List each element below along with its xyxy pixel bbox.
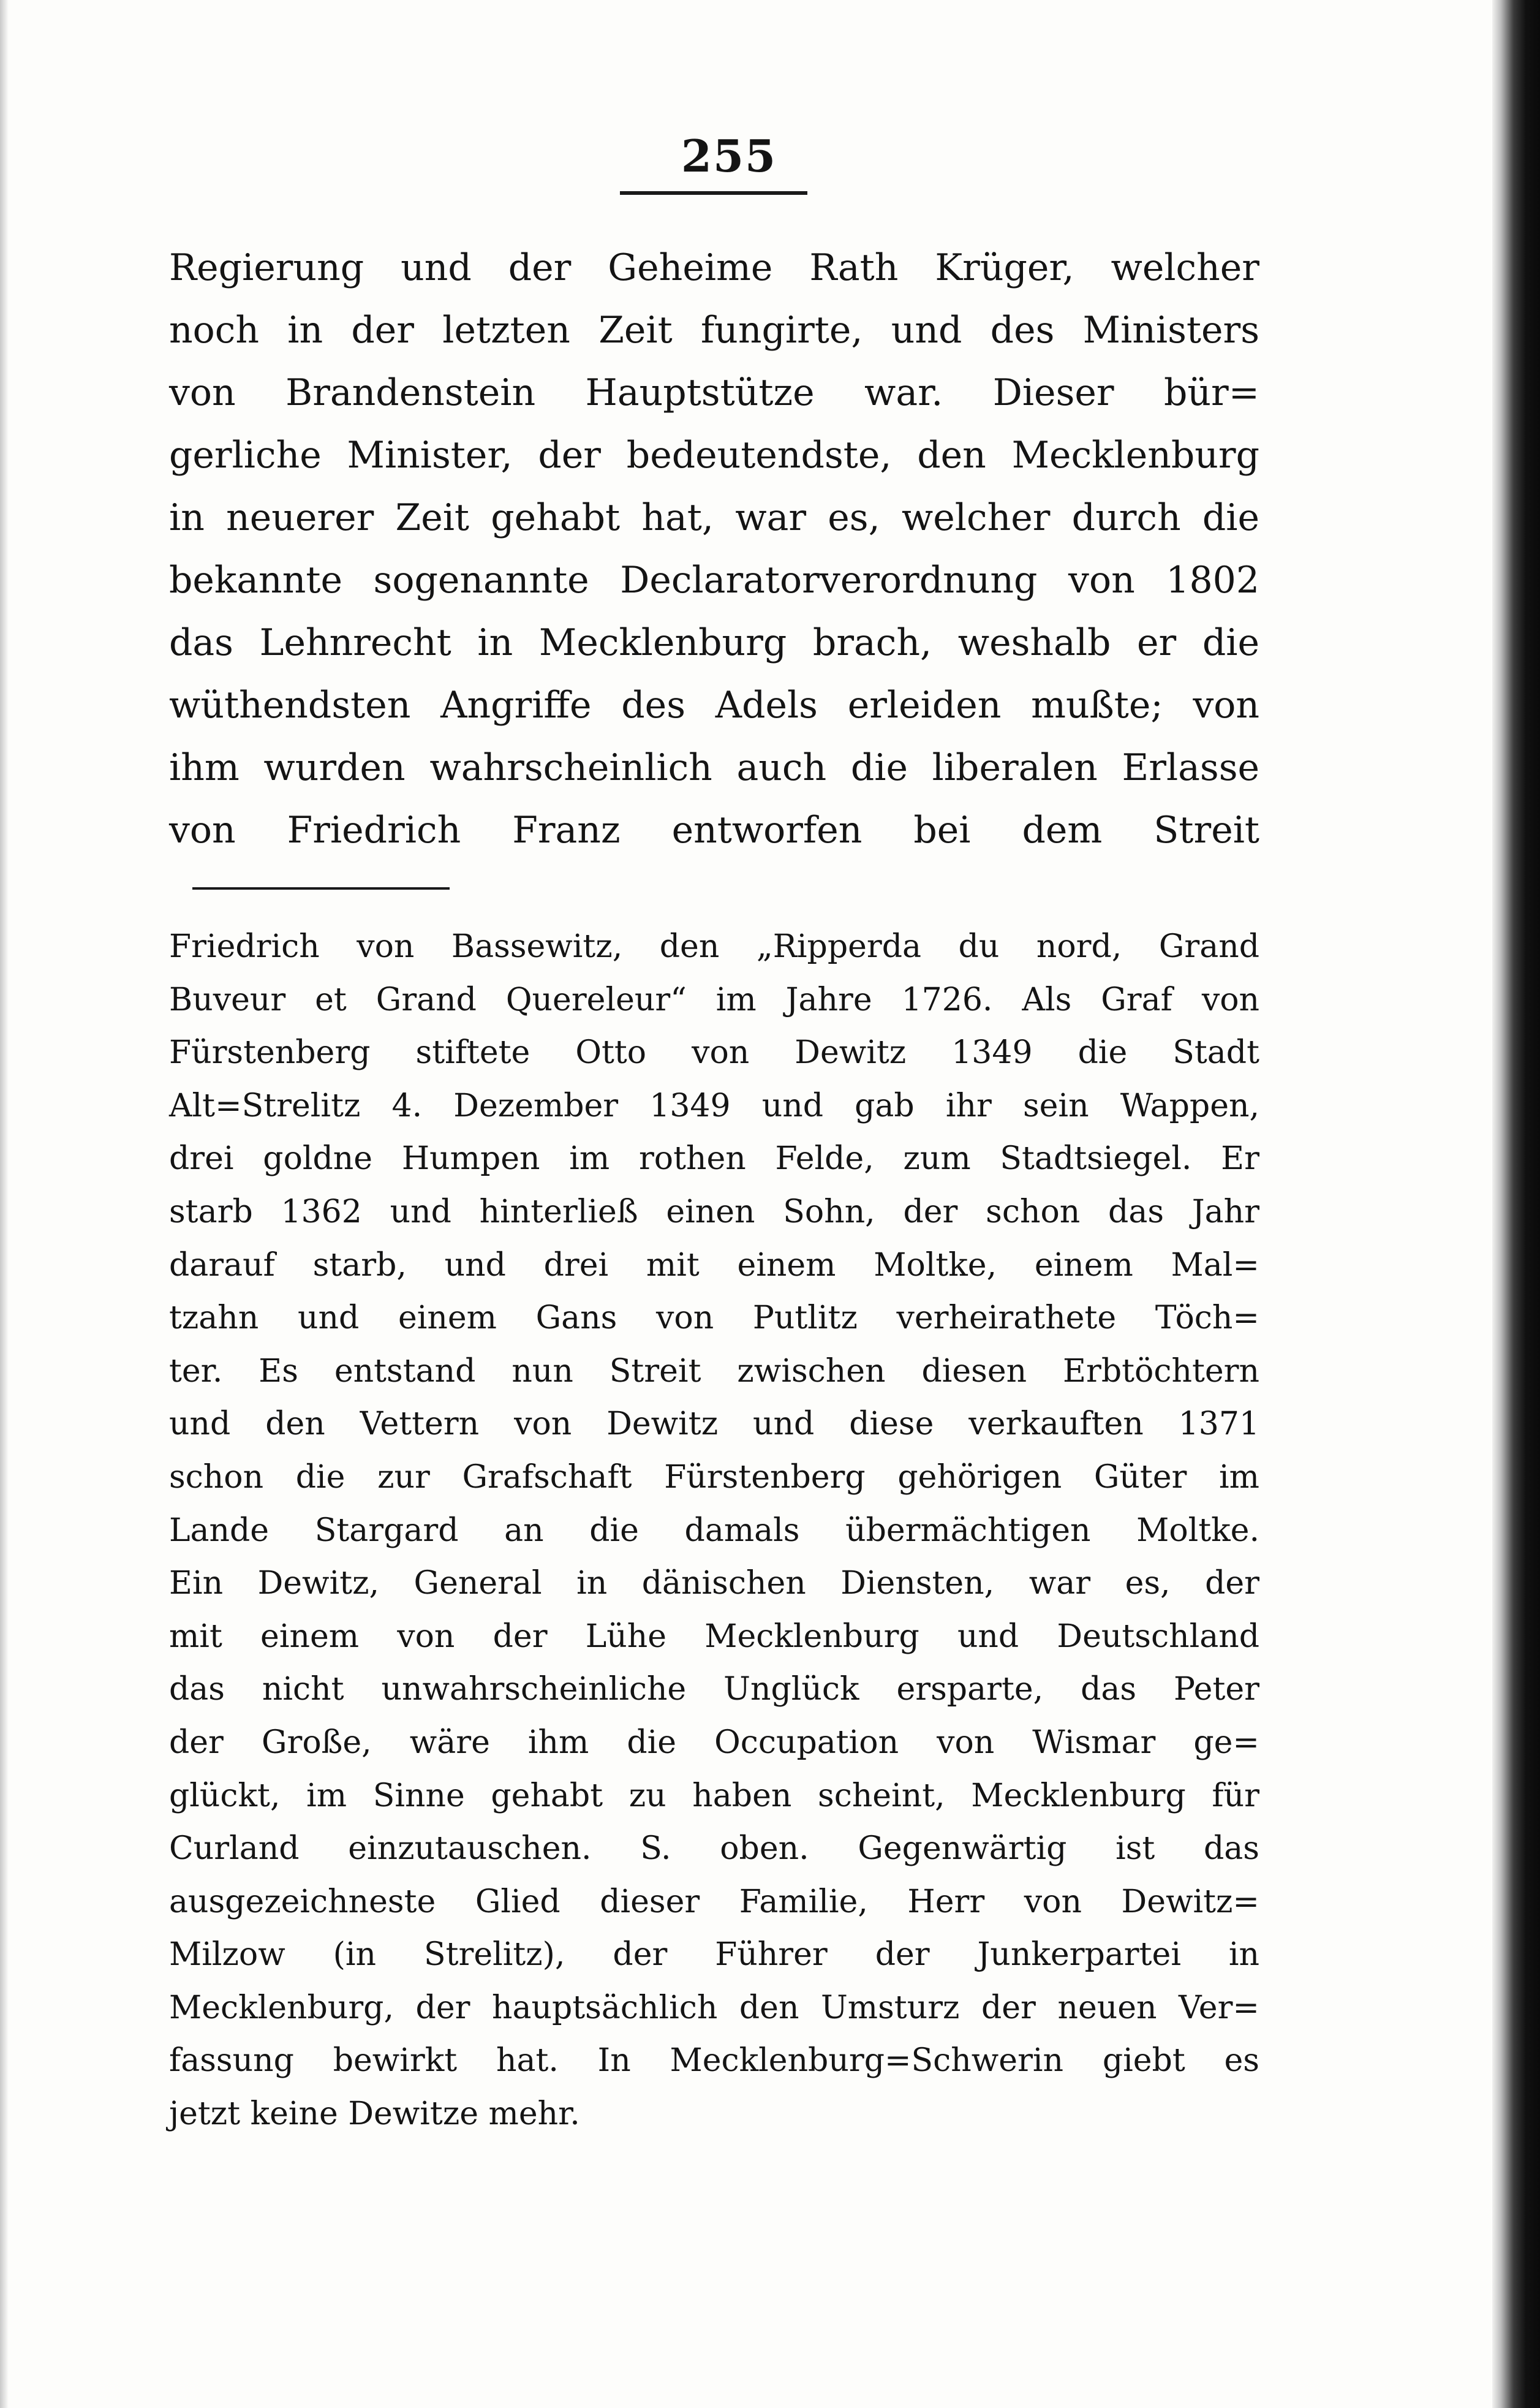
footnote-line: schon die zur Grafschaft Fürstenberg gehörigen Güter im (169, 1458, 1259, 1496)
footnote-line: Buveur et Grand Quereleur“ im Jahre 1726. Als Graf von (169, 981, 1259, 1018)
footnote-line: Friedrich von Bassewitz, den „Ripperda du nord, Grand (169, 928, 1259, 965)
footnote-line: und den Vettern von Dewitz und diese verkauften 1371 (169, 1406, 1259, 1443)
footnote-line: das nicht unwahrscheinliche Unglück ersparte, das Peter (169, 1671, 1259, 1708)
footnote-line: Fürstenberg stiftete Otto von Dewitz 1349 die Stadt (169, 1034, 1259, 1072)
main-text-line: Regierung und der Geheime Rath Krüger, welcher (169, 246, 1259, 289)
main-text-line: noch in der letzten Zeit fungirte, und des Ministers (169, 309, 1259, 352)
footnote-line: Ein Dewitz, General in dänischen Diensten, war es, der (169, 1565, 1259, 1602)
footnote-line: Mecklenburg, der hauptsächlich den Umsturz der neuen Ver= (169, 1989, 1259, 2026)
page-number-rule (620, 191, 807, 195)
footnote-line: glückt, im Sinne gehabt zu haben scheint, Mecklenburg für (169, 1777, 1259, 1814)
footnote-line: fassung bewirkt hat. In Mecklenburg=Schwerin giebt es (169, 2042, 1259, 2080)
footnote (169, 920, 1259, 2141)
main-text-line: von Brandenstein Hauptstütze war. Dieser bür= (169, 371, 1259, 414)
main-text (169, 237, 1259, 861)
footnote-line: jetzt keine Dewitze mehr. (169, 2096, 580, 2133)
footnote-line: der Große, wäre ihm die Occupation von Wismar ge= (169, 1724, 1259, 1761)
footnote-line: tzahn und einem Gans von Putlitz verheirathete Töch= (169, 1300, 1259, 1337)
footnote-line: ausgezeichneste Glied dieser Familie, Herr von Dewitz= (169, 1883, 1259, 1920)
main-text-line: wüthendsten Angriffe des Adels erleiden mußte; von (169, 684, 1259, 727)
main-text-line: in neuerer Zeit gehabt hat, war es, welcher durch die (169, 496, 1259, 539)
main-text-line: bekannte sogenannte Declaratorverordnung von 1802 (169, 559, 1259, 602)
footnote-line: Curland einzutauschen. S. oben. Gegenwärtig ist das (169, 1830, 1259, 1868)
binding-edge (1492, 0, 1540, 2408)
main-text-line: das Lehnrecht in Mecklenburg brach, weshalb er die (169, 621, 1259, 664)
footnote-separator (192, 887, 450, 890)
footnote-line: Lande Stargard an die damals übermächtigen Moltke. (169, 1512, 1259, 1549)
page-shadow-left (0, 0, 9, 2408)
footnote-line: mit einem von der Lühe Mecklenburg und Deutschland (169, 1618, 1259, 1655)
main-text-line: gerliche Minister, der bedeutendste, den Mecklenburg (169, 434, 1259, 477)
page-number: 255 (681, 130, 777, 182)
footnote-line: Alt=Strelitz 4. Dezember 1349 und gab ihr sein Wappen, (169, 1087, 1259, 1124)
footnote-line: ter. Es entstand nun Streit zwischen diesen Erbtöchtern (169, 1352, 1259, 1390)
main-text-line: von Friedrich Franz entworfen bei dem Streit (169, 809, 1259, 852)
main-text-line: ihm wurden wahrscheinlich auch die liberalen Erlasse (169, 746, 1259, 789)
footnote-line: Milzow (in Strelitz), der Führer der Junkerpartei in (169, 1936, 1259, 1974)
footnote-line: darauf starb, und drei mit einem Moltke, einem Mal= (169, 1246, 1259, 1284)
footnote-line: starb 1362 und hinterließ einen Sohn, der schon das Jahr (169, 1193, 1259, 1230)
footnote-line: drei goldne Humpen im rothen Felde, zum Stadtsiegel. Er (169, 1140, 1259, 1178)
